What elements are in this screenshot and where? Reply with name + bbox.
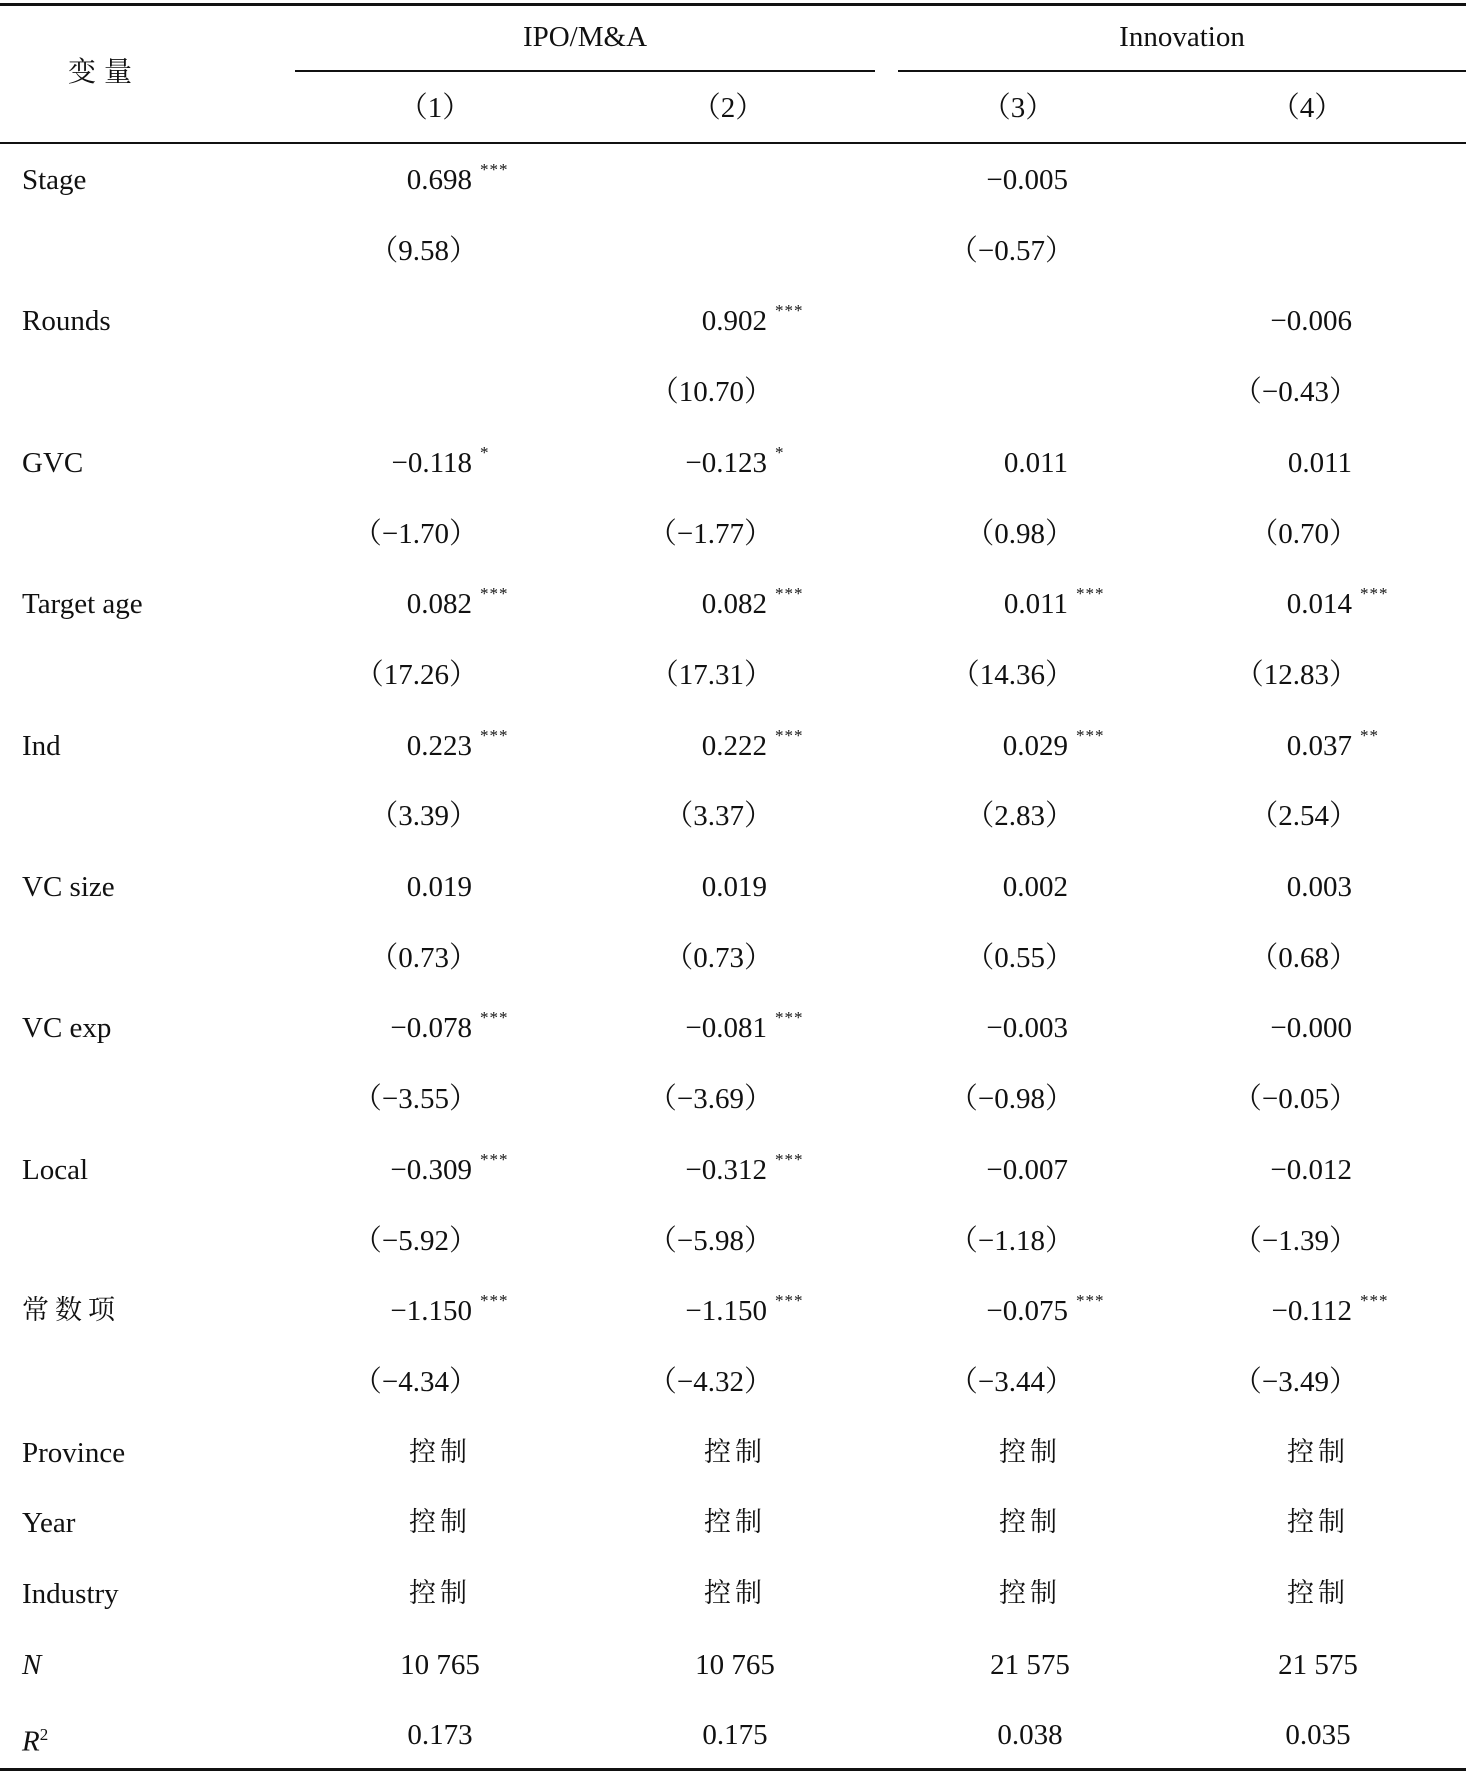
row-label: Stage — [22, 164, 87, 196]
stat-label-text: R — [22, 1726, 40, 1759]
t-stat: （0.98） — [965, 517, 1074, 550]
stat-label-text: N — [22, 1648, 42, 1681]
coef-number: 0.014 — [1286, 588, 1352, 621]
coef-number: −0.012 — [1270, 1153, 1352, 1186]
t-stat: （−1.39） — [1232, 1224, 1358, 1257]
significance-stars: * — [480, 442, 490, 462]
coef-number: −0.112 — [1271, 1295, 1352, 1328]
coef-value — [390, 1149, 509, 1187]
control-value: 控制 — [704, 1507, 766, 1539]
t-stat: （0.55） — [965, 941, 1074, 974]
coef-number: −0.007 — [986, 1153, 1068, 1186]
significance-stars: *** — [480, 1291, 509, 1311]
coef-value — [986, 1153, 1068, 1187]
coef-number: 0.698 — [406, 164, 472, 196]
header-group-ipo: IPO/M&A — [522, 21, 648, 53]
coef-value — [406, 584, 509, 621]
control-value: 控制 — [1287, 1436, 1349, 1468]
control-value: 控制 — [1287, 1507, 1349, 1539]
coef-number: 0.002 — [1002, 871, 1068, 903]
stat-label — [22, 1718, 48, 1759]
significance-stars: *** — [1076, 584, 1105, 604]
row-label: GVC — [22, 446, 84, 479]
control-value: 控制 — [409, 1578, 471, 1609]
stat-value: 21 575 — [990, 1648, 1070, 1681]
coef-number: −0.005 — [986, 164, 1068, 196]
coef-number: −0.118 — [391, 446, 472, 479]
stat-value: 10 765 — [400, 1648, 480, 1681]
t-stat: （−1.70） — [352, 517, 478, 550]
header-col-2: （2） — [691, 92, 765, 124]
group-rule-ipo — [295, 70, 875, 72]
coef-number: −1.150 — [685, 1295, 767, 1328]
coef-value — [986, 1291, 1105, 1328]
t-stat: （2.54） — [1249, 800, 1358, 833]
stat-label — [22, 1648, 41, 1682]
control-value: 控制 — [704, 1436, 766, 1468]
row-label: 常数项 — [22, 1295, 121, 1327]
coef-value — [1286, 584, 1389, 621]
t-stat: （0.73） — [369, 941, 478, 974]
significance-stars: *** — [775, 725, 804, 745]
coef-number: 0.223 — [406, 729, 472, 762]
significance-stars: *** — [480, 1008, 509, 1028]
coef-value — [685, 1149, 804, 1187]
row-label: Ind — [22, 729, 61, 762]
coef-value — [1287, 870, 1352, 904]
significance-stars: *** — [1076, 725, 1105, 745]
coef-value — [1003, 870, 1068, 904]
stat-value: 10 765 — [695, 1648, 775, 1681]
t-stat: （3.37） — [664, 800, 773, 833]
t-stat: （−4.32） — [647, 1365, 773, 1398]
coef-value — [406, 725, 509, 763]
coef-value — [702, 870, 767, 904]
stat-value: 0.038 — [997, 1719, 1063, 1752]
coef-value — [390, 1291, 509, 1328]
significance-stars: *** — [775, 301, 804, 321]
t-stat: （0.73） — [664, 941, 773, 974]
significance-stars: *** — [775, 1291, 804, 1311]
coef-number: 0.019 — [406, 871, 472, 903]
t-stat: （−5.98） — [647, 1224, 773, 1257]
stat-value: 0.035 — [1285, 1719, 1351, 1752]
significance-stars: *** — [775, 1008, 804, 1028]
stat-value: 21 575 — [1278, 1648, 1358, 1681]
header-col-3: （3） — [981, 92, 1055, 124]
control-value: 控制 — [704, 1578, 766, 1609]
coef-number: −0.312 — [685, 1153, 767, 1186]
coef-value — [685, 1291, 804, 1328]
bottom-rule — [0, 1768, 1466, 1771]
control-value: 控制 — [999, 1507, 1061, 1539]
row-label: Rounds — [22, 305, 111, 338]
coef-number: −0.078 — [390, 1012, 472, 1045]
t-stat: （14.36） — [950, 658, 1074, 691]
coef-value — [701, 584, 804, 621]
t-stat: （−3.55） — [352, 1083, 478, 1116]
t-stat: （−0.98） — [948, 1083, 1074, 1116]
header-col-1: （1） — [398, 92, 472, 124]
significance-stars: *** — [480, 1149, 509, 1169]
stat-value: 0.173 — [407, 1719, 473, 1752]
significance-stars: * — [775, 442, 785, 462]
coef-value — [390, 1008, 509, 1045]
control-value: 控制 — [999, 1436, 1061, 1468]
significance-stars: *** — [480, 725, 509, 745]
header-variable: 变量 — [68, 55, 141, 88]
row-label: Target age — [22, 588, 143, 621]
t-stat: （9.58） — [369, 234, 478, 267]
coef-number: 0.902 — [701, 305, 767, 338]
coef-number: 0.082 — [701, 588, 767, 621]
coef-value — [1002, 725, 1105, 763]
coef-number: 0.011 — [1003, 588, 1068, 621]
coef-number: 0.019 — [701, 871, 767, 903]
t-stat: （−0.43） — [1232, 376, 1358, 409]
header-group-innovation: Innovation — [1119, 21, 1245, 53]
coef-value — [1270, 1011, 1352, 1045]
coef-number: 0.011 — [1003, 446, 1068, 479]
coef-value — [701, 301, 804, 338]
coef-number: −0.309 — [390, 1153, 472, 1186]
coef-value — [391, 442, 490, 480]
control-value: 控制 — [999, 1578, 1061, 1609]
t-stat: （0.68） — [1249, 941, 1358, 974]
significance-stars: *** — [1076, 1291, 1105, 1311]
coef-value — [1004, 446, 1068, 480]
coef-number: 0.222 — [701, 729, 767, 762]
control-label: Province — [22, 1436, 126, 1469]
coef-number: −0.003 — [986, 1012, 1068, 1045]
coef-number: 0.029 — [1002, 729, 1068, 762]
coef-value — [1286, 725, 1379, 763]
coef-value — [1288, 446, 1352, 480]
coef-value — [1003, 584, 1105, 621]
t-stat: （−5.92） — [352, 1224, 478, 1257]
t-stat: （2.83） — [965, 800, 1074, 833]
coef-number: −0.123 — [685, 446, 767, 479]
group-rule-innovation — [898, 70, 1466, 72]
row-label: VC exp — [22, 1012, 112, 1045]
coef-value — [685, 442, 785, 480]
t-stat: （−1.77） — [647, 517, 773, 550]
t-stat: （−0.05） — [1232, 1083, 1358, 1116]
t-stat: （−4.34） — [352, 1365, 478, 1398]
row-label: VC size — [22, 871, 115, 903]
coef-value — [701, 725, 804, 763]
row-label: Local — [22, 1153, 89, 1186]
control-value: 控制 — [1287, 1578, 1349, 1609]
control-value: 控制 — [409, 1436, 471, 1468]
significance-stars: *** — [775, 1149, 804, 1169]
top-rule — [0, 3, 1466, 6]
t-stat: （−1.18） — [948, 1224, 1074, 1257]
t-stat: （−3.44） — [948, 1365, 1074, 1398]
stat-value: 0.175 — [702, 1719, 768, 1752]
header-col-4: （4） — [1270, 92, 1344, 124]
coef-value — [1271, 1291, 1389, 1328]
coef-value — [685, 1008, 804, 1045]
significance-stars: *** — [1360, 584, 1389, 604]
t-stat: （17.26） — [354, 658, 478, 691]
t-stat: （12.83） — [1234, 658, 1358, 691]
coef-number: −1.150 — [390, 1295, 472, 1328]
stat-label-sup: 2 — [39, 1725, 49, 1745]
control-value: 控制 — [409, 1507, 471, 1539]
coef-number: −0.075 — [986, 1295, 1068, 1328]
coef-number: 0.011 — [1287, 446, 1352, 479]
t-stat: （−3.69） — [647, 1083, 773, 1116]
t-stat: （3.39） — [369, 800, 478, 833]
coef-value — [407, 870, 472, 904]
significance-stars: *** — [480, 160, 509, 179]
coef-value — [1270, 304, 1352, 338]
coef-number: 0.082 — [406, 588, 472, 621]
control-label: Year — [22, 1507, 76, 1540]
header-rule — [0, 142, 1466, 144]
significance-stars: *** — [1360, 1291, 1389, 1311]
coef-number: −0.081 — [685, 1012, 767, 1045]
control-label: Industry — [22, 1578, 119, 1610]
t-stat: （−3.49） — [1232, 1365, 1358, 1398]
coef-value — [986, 1011, 1068, 1045]
coef-number: 0.003 — [1286, 871, 1352, 903]
t-stat: （−0.57） — [948, 234, 1074, 267]
significance-stars: *** — [480, 584, 509, 604]
significance-stars: *** — [775, 584, 804, 604]
coef-value — [986, 163, 1068, 197]
significance-stars: ** — [1360, 725, 1379, 745]
coef-number: 0.037 — [1286, 729, 1352, 762]
coef-number: −0.000 — [1270, 1012, 1352, 1045]
coef-value — [406, 160, 509, 197]
t-stat: （17.31） — [649, 658, 773, 691]
t-stat: （10.70） — [649, 376, 773, 409]
coef-number: −0.006 — [1270, 305, 1352, 338]
t-stat: （0.70） — [1249, 517, 1358, 550]
coef-value — [1270, 1153, 1352, 1187]
